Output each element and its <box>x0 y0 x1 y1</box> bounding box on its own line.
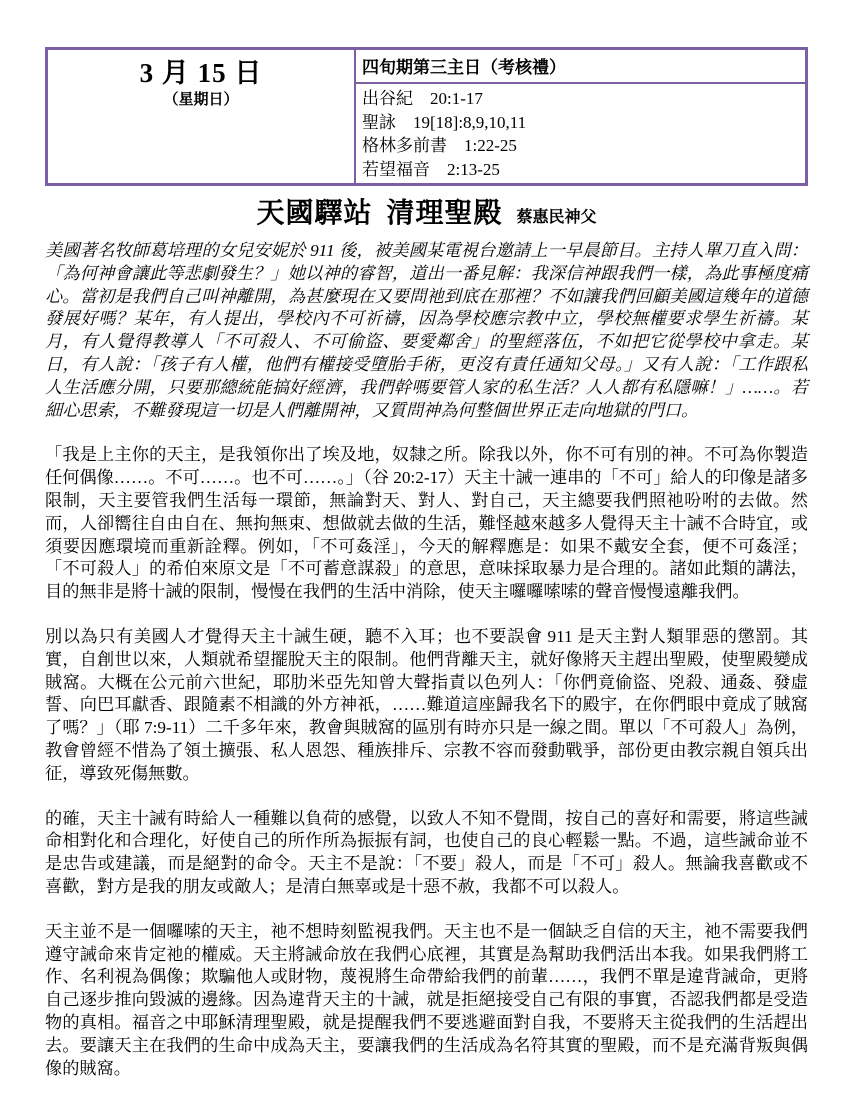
title-name: 清理聖殿 <box>386 198 503 229</box>
readings-list <box>356 84 805 183</box>
article-title <box>45 191 808 231</box>
paragraph-anecdote: 美國著名牧師葛培理的女兒安妮於 911 後，被美國某電視台邀請上一早晨節目。主持人單刀直入問：「為何神會讓此等悲劇發生？」她以神的睿智，道出一番見解：我深信神跟我們一樣，為此事極度痛心。當初是我們自己叫神離開，為甚麼現在又要問祂到底在那裡？不如讓我們回顧美國這幾年的道德發展好嗎？某年，有人提出，學校內不可祈禱，因為學校應宗教中立，學校無權要求學生祈禱。某月，有人覺得教導人「不可殺人、不可偷盜、要愛鄰舍」的聖經落伍，不如把它從學校中拿走。某日，有人說：「孩子有人權，他們有權接受墮胎手術，更沒有責任通知父母。」又有人說：「工作跟私人生活應分開，只要那總統能搞好經濟，我們幹嗎要管人家的私生活？人人都有私隱嘛！」……。若細心思索，不難發現這一切是人們離開神，又質問神為何整個世界正走向地獄的門口。 <box>45 241 808 420</box>
title-author: 蔡惠民神父 <box>516 209 597 226</box>
liturgy-cell <box>356 50 805 183</box>
reading-exodus: 出谷紀 20:1-17 <box>362 89 483 108</box>
paragraph-absolute-command: 的確，天主十誡有時給人一種難以負荷的感覺，以致人不知不覺間，按自己的喜好和需要，將這些誡命相對化和合理化，好使自己的所作所為振振有詞，也使自己的良心輕鬆一點。不過，這些誡命並不是忠告或建議，而是絕對的命令。天主不是說：「不要」殺人，而是「不可」殺人。無論我喜歡或不喜歡，對方是我的朋友或敵人；是清白無辜或是十惡不赦，我都不可以殺人。 <box>45 808 808 896</box>
paragraph-conclusion: 天主並不是一個囉嗦的天主，祂不想時刻監視我們。天主也不是一個缺乏自信的天主，祂不需要我們遵守誡命來肯定祂的權威。天主將誡命放在我們心底裡，其實是為幫助我們活出本我。如果我們將工作、名利視為偶像；欺騙他人或財物，蔑視將生命帶給我們的前輩……，我們不單是違背誡命，更將自己逐步推向毀滅的邊緣。因為違背天主的十誡，就是拒絕接受自己有限的事實，否認我們都是受造物的真相。福音之中耶穌清理聖殿，就是提醒我們不要逃避面對自我，不要將天主從我們的生活趕出去。要讓天主在我們的生命中成為天主，要讓我們的生活成為名符其實的聖殿，而不是充滿背叛與偶像的賊窩。 <box>45 921 808 1078</box>
title-series: 天國驛站 <box>256 198 373 229</box>
reading-john: 若望福音 2:13-25 <box>362 159 500 179</box>
paragraph-commandments: 「我是上主你的天主，是我領你出了埃及地，奴隸之所。除我以外，你不可有別的神。不可為你製造任何偶像……。不可……。也不可……。」（谷 20:2-17）天主十誡一連串的「不可」給人的印像是諸多限制，天主要管我們生活每一環節，無論對天、對人、對自己，天主總要我們照祂吩咐的去做。然而，人卻嚮往自由自在、無拘無束、想做就去做的生活，難怪越來越多人覺得天主十誡不合時宜，或須要因應環境而重新詮釋。例如，「不可姦淫」，今天的解釋應是：如果不戴安全套，便不可姦淫；「不可殺人」的希伯來原文是「不可蓄意謀殺」的意思，意味採取暴力是合理的。諸如此類的講法，目的無非是將十誡的限制，慢慢在我們的生活中消除，使天主囉囉嗦嗦的聲音慢慢遠離我們。 <box>45 445 808 602</box>
feast-title: 四旬期第三主日（考核禮） <box>356 50 805 84</box>
article-body <box>45 240 808 1080</box>
liturgy-header-table <box>45 47 808 186</box>
reading-corinthians: 格林多前書 1:22-25 <box>362 136 517 155</box>
paragraph-history: 別以為只有美國人才覺得天主十誡生硬，聽不入耳；也不要誤會 911 是天主對人類罪惡的懲罰。其實，自創世以來，人類就希望擺脫天主的限制。他們背離天主，就好像將天主趕出聖殿，使聖殿變成賊窩。大概在公元前六世紀，耶肋米亞先知曾大聲指責以色列人：「你們竟偷盜、兇殺、通姦、發虛誓、向巴耳獻香、跟隨素不相識的外方神祇，……難道這座歸我名下的殿宇，在你們眼中竟成了賊窩了嗎？」（耶 7:9-11）二千多年來，教會與賊窩的區別有時亦只是一線之間。單以「不可殺人」為例，教會曾經不惜為了領土擴張、私人恩怨、種族排斥、宗教不容而發動戰爭，部份更由教宗親自領兵出征，導致死傷無數。 <box>45 626 808 783</box>
reading-psalm: 聖詠 19[18]:8,9,10,11 <box>362 112 527 132</box>
weekday-text: （星期日） <box>163 92 239 108</box>
date-cell <box>48 50 356 183</box>
date-text: 3 月 15 日 <box>139 58 263 88</box>
